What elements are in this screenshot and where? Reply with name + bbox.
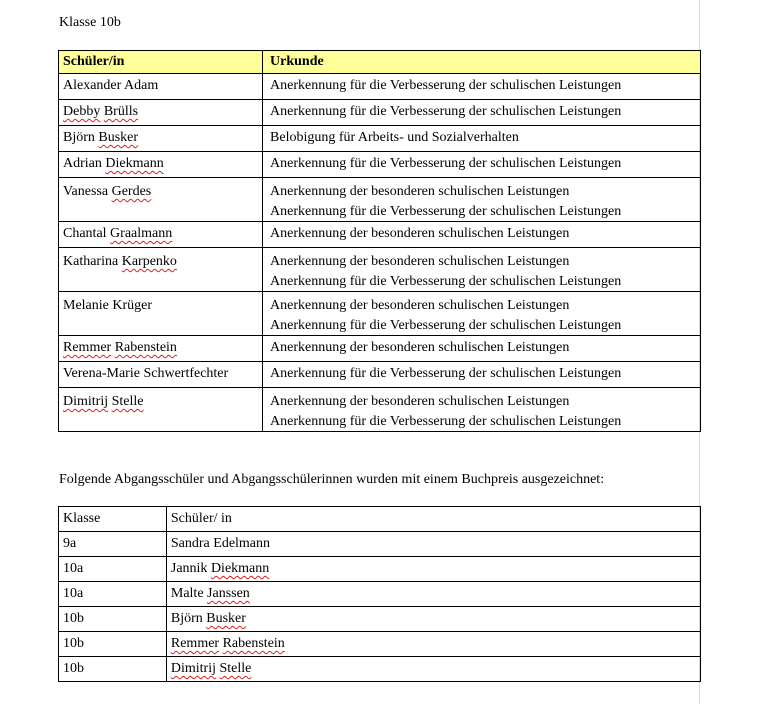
certificate-line: Anerkennung der besonderen schulischen Leistungen [270, 340, 570, 355]
certificate-text [263, 222, 701, 248]
student-name: Debby Brülls [59, 100, 263, 126]
student-name: Melanie Krüger [59, 292, 263, 336]
student-name: Alexander Adam [59, 74, 263, 100]
certificate-line: Anerkennung der besonderen schulischen Leistungen [270, 394, 570, 409]
certificate-line: Anerkennung für die Verbesserung der schulischen Leistungen [270, 78, 622, 93]
certificate-text [263, 100, 701, 126]
prize-row [59, 607, 701, 632]
certificate-line: Anerkennung für die Verbesserung der schulischen Leistungen [270, 203, 622, 219]
student-name: Malte Janssen [166, 582, 700, 607]
certificate-line: Anerkennung für die Verbesserung der schulischen Leistungen [270, 317, 622, 333]
student-name: Jannik Diekmann [166, 557, 700, 582]
book-prize-table [58, 506, 701, 682]
certificate-line: Anerkennung für die Verbesserung der schulischen Leistungen [270, 156, 622, 171]
prizes-body [59, 532, 701, 682]
award-row [59, 74, 701, 100]
class-cell: 10b [59, 632, 167, 657]
certificate-text [263, 152, 701, 178]
award-row [59, 126, 701, 152]
award-row [59, 292, 701, 336]
certificate-text [263, 292, 701, 336]
certificate-line: Anerkennung der besonderen schulischen Leistungen [270, 254, 570, 269]
awards-table [58, 50, 701, 432]
class-cell: 10a [59, 582, 167, 607]
prize-row [59, 557, 701, 582]
student-name: Sandra Edelmann [166, 532, 700, 557]
certificate-text [263, 74, 701, 100]
award-row [59, 248, 701, 292]
student-name: Dimitrij Stelle [59, 388, 263, 432]
header-certificate: Urkunde [263, 51, 701, 74]
student-name: Remmer Rabenstein [166, 632, 700, 657]
student-name: Björn Busker [166, 607, 700, 632]
student-name: Adrian Diekmann [59, 152, 263, 178]
header-student: Schüler/in [59, 51, 263, 74]
prize-header-row [59, 507, 701, 532]
student-name: Chantal Graalmann [59, 222, 263, 248]
class-cell: 9a [59, 532, 167, 557]
certificate-line: Anerkennung der besonderen schulischen Leistungen [270, 226, 570, 241]
awards-header-row [59, 51, 701, 74]
certificate-line: Anerkennung für die Verbesserung der schulischen Leistungen [270, 413, 622, 429]
prize-row [59, 657, 701, 682]
certificate-line: Anerkennung der besonderen schulischen Leistungen [270, 298, 570, 313]
class-cell: 10b [59, 607, 167, 632]
award-row [59, 152, 701, 178]
certificate-text [263, 388, 701, 432]
student-name: Verena-Marie Schwertfechter [59, 362, 263, 388]
award-row [59, 362, 701, 388]
book-prize-intro: Folgende Abgangsschüler und Abgangsschülerinnen wurden mit einem Buchpreis ausgezeichnet: [59, 472, 605, 487]
class-cell: 10b [59, 657, 167, 682]
student-name: Vanessa Gerdes [59, 178, 263, 222]
award-row [59, 336, 701, 362]
prize-row [59, 532, 701, 557]
student-name: Björn Busker [59, 126, 263, 152]
certificate-text [263, 248, 701, 292]
award-row [59, 388, 701, 432]
class-heading: Klasse 10b [59, 15, 121, 30]
certificate-text [263, 336, 701, 362]
student-name: Katharina Karpenko [59, 248, 263, 292]
header-student: Schüler/ in [166, 507, 700, 532]
certificate-line: Belobigung für Arbeits- und Sozialverhalten [270, 130, 519, 145]
certificate-line: Anerkennung für die Verbesserung der schulischen Leistungen [270, 104, 622, 119]
student-name: Dimitrij Stelle [166, 657, 700, 682]
certificate-line: Anerkennung der besonderen schulischen Leistungen [270, 184, 570, 199]
award-row [59, 178, 701, 222]
award-row [59, 100, 701, 126]
awards-body [59, 74, 701, 432]
class-cell: 10a [59, 557, 167, 582]
prize-row [59, 582, 701, 607]
certificate-line: Anerkennung für die Verbesserung der schulischen Leistungen [270, 273, 622, 289]
certificate-line: Anerkennung für die Verbesserung der schulischen Leistungen [270, 366, 622, 381]
certificate-text [263, 178, 701, 222]
certificate-text [263, 362, 701, 388]
award-row [59, 222, 701, 248]
header-class: Klasse [59, 507, 167, 532]
certificate-text [263, 126, 701, 152]
prize-row [59, 632, 701, 657]
student-name: Remmer Rabenstein [59, 336, 263, 362]
